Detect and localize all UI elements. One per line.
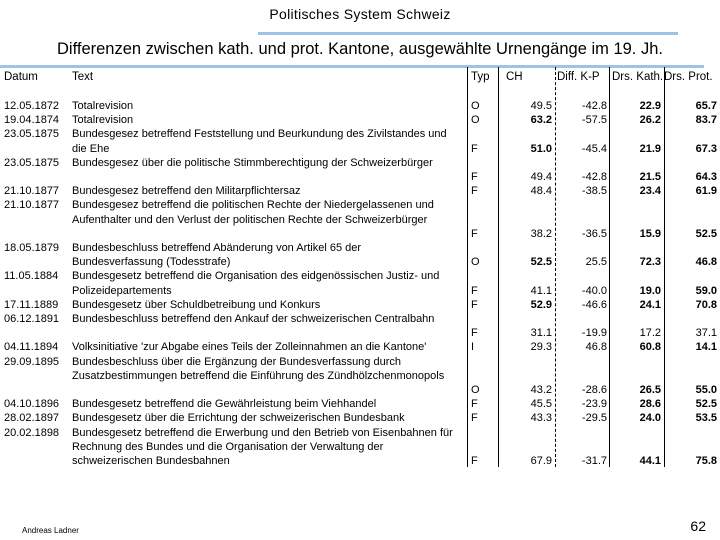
- row-text: die Ehe: [72, 142, 110, 155]
- cell-diff: -42.8: [581, 100, 607, 112]
- cell-ch: 43.2: [530, 384, 552, 396]
- row-text: Aufenthalter und den Verlust der politischen Rechte der Schweizerbürger: [72, 213, 428, 226]
- cell-ch: 51.0: [530, 142, 552, 155]
- row-text: Bundesverfassung (Todesstrafe): [72, 256, 231, 269]
- cell-type: F: [471, 142, 478, 155]
- row-date: 28.02.1897: [4, 412, 60, 425]
- cell-prot: 70.8: [695, 298, 717, 311]
- row-date: 17.11.1889: [4, 298, 59, 311]
- cell-diff: -28.6: [581, 384, 607, 396]
- cell-kath: 24.0: [639, 412, 661, 425]
- column-separator: [467, 67, 468, 467]
- footer-author: Andreas Ladner: [22, 526, 79, 535]
- row-text: Bundesgesez betreffend die politischen Rechte der Niedergelassenen und: [72, 199, 434, 212]
- cell-kath: 19.0: [639, 284, 661, 297]
- cell-kath: 26.2: [639, 114, 661, 127]
- row-text: schweizerischen Bundesbahnen: [72, 455, 230, 467]
- row-date: 21.10.1877: [4, 199, 60, 212]
- row-date: 21.10.1877: [4, 185, 60, 198]
- cell-prot: 83.7: [695, 114, 717, 127]
- cell-ch: 41.1: [530, 284, 552, 297]
- cell-kath: 60.8: [639, 341, 661, 354]
- cell-prot: 64.3: [695, 171, 717, 183]
- cell-ch: 38.2: [530, 227, 552, 240]
- cell-type: O: [471, 114, 480, 127]
- cell-kath: 23.4: [639, 185, 661, 198]
- column-separator: [609, 67, 610, 467]
- row-date: 23.05.1875: [4, 128, 60, 141]
- row-text: Rechnung des Bundes und die Organisation der Verwaltung der: [72, 440, 384, 453]
- title-divider: [0, 65, 704, 68]
- page-number: 62: [690, 518, 706, 534]
- row-text: Bundesgesetz betreffend die Erwerbung und den Betrieb von Eisenbahnen für: [72, 426, 453, 439]
- row-text: Bundesgesetz betreffend die Organisation des eidgenössischen Justiz- und: [72, 270, 440, 283]
- cell-diff: 46.8: [585, 341, 607, 354]
- cell-diff: -36.5: [581, 227, 607, 240]
- cell-kath: 21.5: [639, 171, 661, 183]
- cell-prot: 67.3: [695, 142, 717, 155]
- row-text: Bundesgesez betreffend den Militarpflichtersaz: [72, 185, 301, 198]
- cell-diff: -29.5: [581, 412, 607, 425]
- column-separator: [664, 67, 665, 467]
- row-text: Totalrevision: [72, 114, 134, 127]
- cell-prot: 55.0: [695, 384, 717, 396]
- cell-diff: -40.0: [581, 284, 607, 297]
- cell-diff: -19.9: [581, 327, 607, 340]
- cell-diff: -38.5: [581, 185, 607, 198]
- cell-prot: 52.5: [695, 398, 717, 411]
- cell-prot: 52.5: [695, 227, 717, 240]
- cell-type: F: [471, 412, 478, 425]
- cell-kath: 44.1: [639, 455, 661, 467]
- row-text: Bundesgesetz betreffend die Gewährleistung beim Viehhandel: [72, 398, 377, 411]
- column-header-prot: Drs. Prot.: [664, 71, 713, 83]
- cell-type: O: [471, 256, 480, 269]
- cell-prot: 61.9: [695, 185, 717, 198]
- cell-kath: 17.2: [639, 327, 661, 340]
- cell-diff: -42.8: [581, 171, 607, 183]
- cell-ch: 52.5: [530, 256, 552, 269]
- row-text: Bundesbeschluss betreffend den Ankauf der schweizerischen Centralbahn: [72, 313, 435, 325]
- column-header-type: Typ: [471, 71, 490, 83]
- cell-diff: -23.9: [581, 398, 607, 411]
- cell-type: O: [471, 384, 480, 396]
- column-separator: [498, 67, 499, 467]
- row-date: 18.05.1879: [4, 242, 60, 254]
- cell-kath: 24.1: [639, 298, 661, 311]
- cell-type: F: [471, 171, 478, 183]
- row-text: Bundesgesez über die politische Stimmberechtigung der Schweizerbürger: [72, 156, 433, 169]
- column-header-date: Datum: [4, 71, 38, 83]
- cell-ch: 49.5: [530, 100, 552, 112]
- cell-prot: 65.7: [695, 100, 717, 112]
- cell-ch: 52.9: [530, 298, 552, 311]
- cell-ch: 45.5: [530, 398, 552, 411]
- cell-diff: -45.4: [581, 142, 607, 155]
- row-date: 29.09.1895: [4, 355, 60, 368]
- cell-prot: 46.8: [695, 256, 717, 269]
- cell-type: F: [471, 284, 478, 297]
- cell-prot: 37.1: [695, 327, 717, 340]
- cell-ch: 63.2: [530, 114, 552, 127]
- row-text: Zusatzbestimmungen betreffend die Einführung des Zündhölzchenmonopols: [72, 369, 445, 382]
- cell-prot: 53.5: [695, 412, 717, 425]
- cell-kath: 26.5: [639, 384, 661, 396]
- cell-ch: 31.1: [530, 327, 552, 340]
- row-date: 23.05.1875: [4, 156, 60, 169]
- row-text: Bundesgesetz über Schuldbetreibung und Konkurs: [72, 298, 321, 311]
- row-text: Totalrevision: [72, 100, 134, 112]
- cell-kath: 15.9: [639, 227, 661, 240]
- cell-ch: 48.4: [530, 185, 552, 198]
- cell-diff: -31.7: [581, 455, 607, 467]
- cell-diff: 25.5: [585, 256, 607, 269]
- cell-type: F: [471, 185, 478, 198]
- row-text: Bundesbeschluss betreffend Abänderung von Artikel 65 der: [72, 242, 362, 254]
- row-text: Volksinitiative 'zur Abgabe eines Teils der Zolleinnahmen an die Kantone': [72, 341, 427, 354]
- header-divider: [258, 32, 678, 35]
- cell-kath: 22.9: [639, 100, 661, 112]
- column-header-kath: Drs. Kath.: [612, 71, 664, 83]
- column-header-ch: CH: [506, 71, 523, 83]
- cell-type: F: [471, 227, 478, 240]
- cell-ch: 49.4: [530, 171, 552, 183]
- cell-kath: 28.6: [639, 398, 661, 411]
- cell-type: F: [471, 327, 478, 340]
- cell-type: I: [471, 341, 475, 354]
- cell-prot: 75.8: [695, 455, 717, 467]
- row-date: 04.11.1894: [4, 341, 59, 354]
- column-separator: [555, 67, 556, 467]
- column-header-text: Text: [72, 71, 94, 83]
- cell-ch: 67.9: [530, 455, 552, 467]
- cell-type: F: [471, 398, 478, 411]
- row-date: 11.05.1884: [4, 270, 59, 283]
- cell-ch: 43.3: [530, 412, 552, 425]
- row-text: Bundesbeschluss über die Ergänzung der Bundesverfassung durch: [72, 355, 401, 368]
- row-text: Bundesgesetz über die Errichtung der schweizerischen Bundesbank: [72, 412, 405, 425]
- cell-diff: -46.6: [581, 298, 607, 311]
- cell-ch: 29.3: [530, 341, 552, 354]
- slide-title: Differenzen zwischen kath. und prot. Kantone, ausgewählte Urnengänge im 19. Jh.: [57, 40, 663, 58]
- row-date: 19.04.1874: [4, 114, 60, 127]
- cell-diff: -57.5: [581, 114, 607, 127]
- cell-type: F: [471, 298, 478, 311]
- column-header-diff: Diff. K-P: [557, 71, 600, 83]
- row-text: Bundesgesez betreffend Feststellung und Beurkundung des Zivilstandes und: [72, 128, 447, 141]
- cell-prot: 59.0: [695, 284, 717, 297]
- cell-prot: 14.1: [695, 341, 717, 354]
- cell-kath: 21.9: [639, 142, 661, 155]
- row-date: 06.12.1891: [4, 313, 60, 325]
- cell-type: O: [471, 100, 480, 112]
- header-title: Politisches System Schweiz: [269, 6, 451, 22]
- cell-type: F: [471, 455, 478, 467]
- row-date: 12.05.1872: [4, 100, 60, 112]
- row-date: 04.10.1896: [4, 398, 60, 411]
- cell-kath: 72.3: [639, 256, 661, 269]
- row-date: 20.02.1898: [4, 426, 60, 439]
- row-text: Polizeidepartements: [72, 284, 172, 297]
